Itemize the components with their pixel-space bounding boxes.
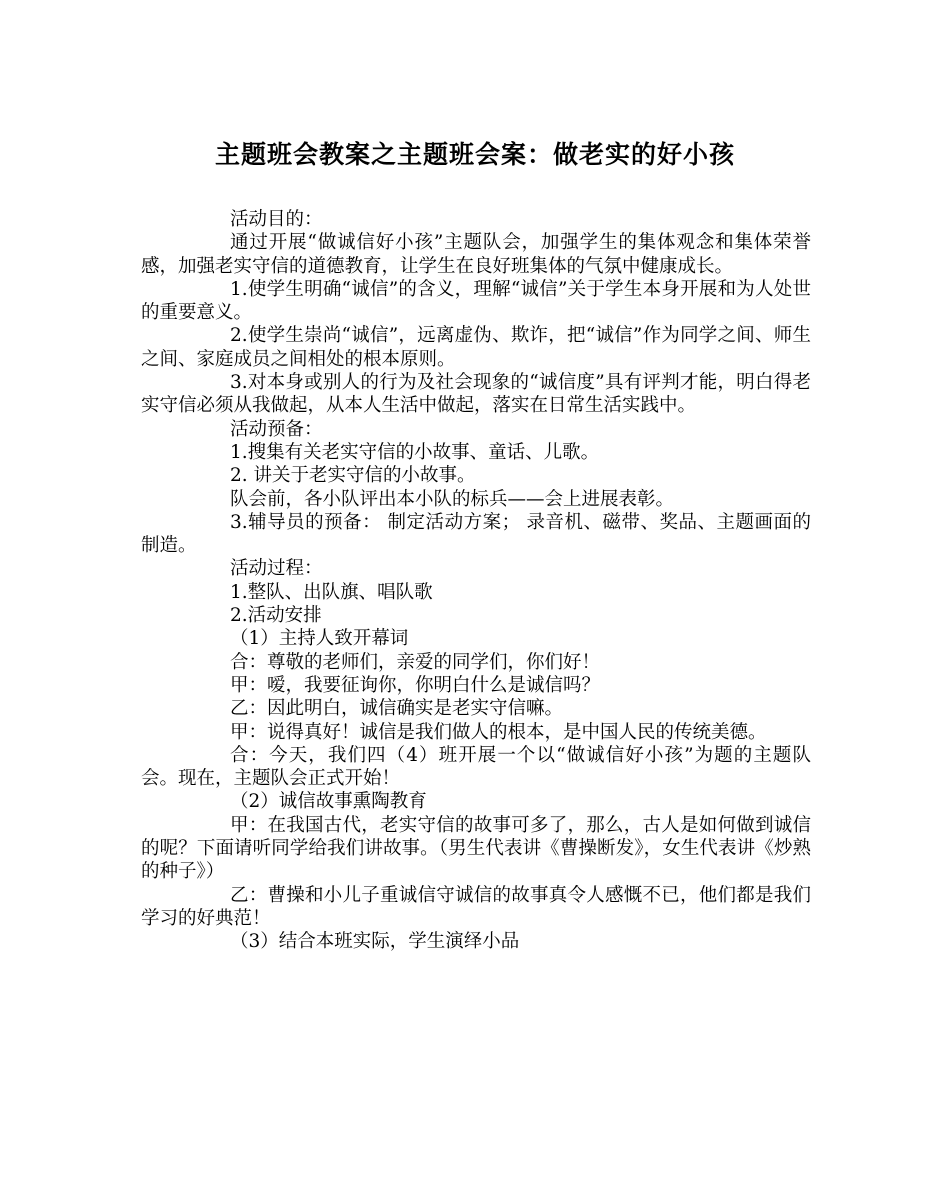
paragraph: 活动预备： bbox=[230, 418, 323, 440]
paragraph: （1）主持人致开幕词 bbox=[230, 628, 409, 650]
paragraph: 1.搜集有关老实守信的小故事、童话、儿歌。 bbox=[230, 441, 600, 463]
paragraph: 合：今天，我们四（4）班开展一个以“做诚信好小孩”为题的主题队会。现在，主题队会正式开始！ bbox=[141, 744, 811, 790]
paragraph: 队会前，各小队评出本小队的标兵——会上进展表彰。 bbox=[230, 488, 675, 510]
paragraph: 甲：说得真好！诚信是我们做人的根本，是中国人民的传统美德。 bbox=[230, 721, 767, 743]
paragraph: （3）结合本班实际，学生演绎小品 bbox=[230, 931, 520, 953]
paragraph: 乙：因此明白，诚信确实是老实守信嘛。 bbox=[230, 698, 564, 720]
document-title: 主题班会教案之主题班会案：做老实的好小孩 bbox=[214, 140, 735, 169]
paragraph: 2.活动安排 bbox=[230, 605, 322, 627]
document-body bbox=[141, 208, 811, 954]
paragraph: 3.辅导员的预备： 制定活动方案； 录音机、磁带、奖品、主题画面的制造。 bbox=[141, 511, 811, 557]
paragraph: 乙：曹操和小儿子重诚信守诚信的故事真令人感慨不已，他们都是我们学习的好典范！ bbox=[141, 884, 811, 929]
paragraph: 甲：嗳，我要征询你，你明白什么是诚信吗？ bbox=[230, 674, 601, 696]
paragraph: （2）诚信故事熏陶教育 bbox=[230, 791, 427, 813]
paragraph: 3.对本身或别人的行为及社会现象的“诚信度”具有评判才能，明白得老实守信必须从我做起，从本人生活中做起，落实在日常生活实践中。 bbox=[141, 372, 811, 417]
paragraph: 2. 讲关于老实守信的小故事。 bbox=[230, 465, 476, 487]
paragraph: 活动目的： bbox=[230, 209, 323, 230]
paragraph: 合：尊敬的老师们，亲爱的同学们，你们好！ bbox=[230, 651, 601, 673]
paragraph: 2.使学生崇尚“诚信”，远离虚伪、欺诈，把“诚信”作为同学之间、师生之间、家庭成员之间相处的根本原则。 bbox=[141, 325, 811, 370]
paragraph: 活动过程： bbox=[230, 558, 323, 580]
paragraph: 1.整队、出队旗、唱队歌 bbox=[230, 581, 433, 603]
paragraph: 通过开展“做诚信好小孩”主题队会，加强学生的集体观念和集体荣誉感，加强老实守信的道德教育，让学生在良好班集体的气氛中健康成长。 bbox=[141, 232, 811, 277]
paragraph: 1.使学生明确“诚信”的含义，理解“诚信”关于学生本身开展和为人处世的重要意义。 bbox=[141, 278, 811, 324]
paragraph: 甲：在我国古代，老实守信的故事可多了，那么，古人是如何做到诚信的呢？下面请听同学给我们讲故事。（男生代表讲《曹操断发》，女生代表讲《炒熟的种子》） bbox=[141, 814, 811, 883]
